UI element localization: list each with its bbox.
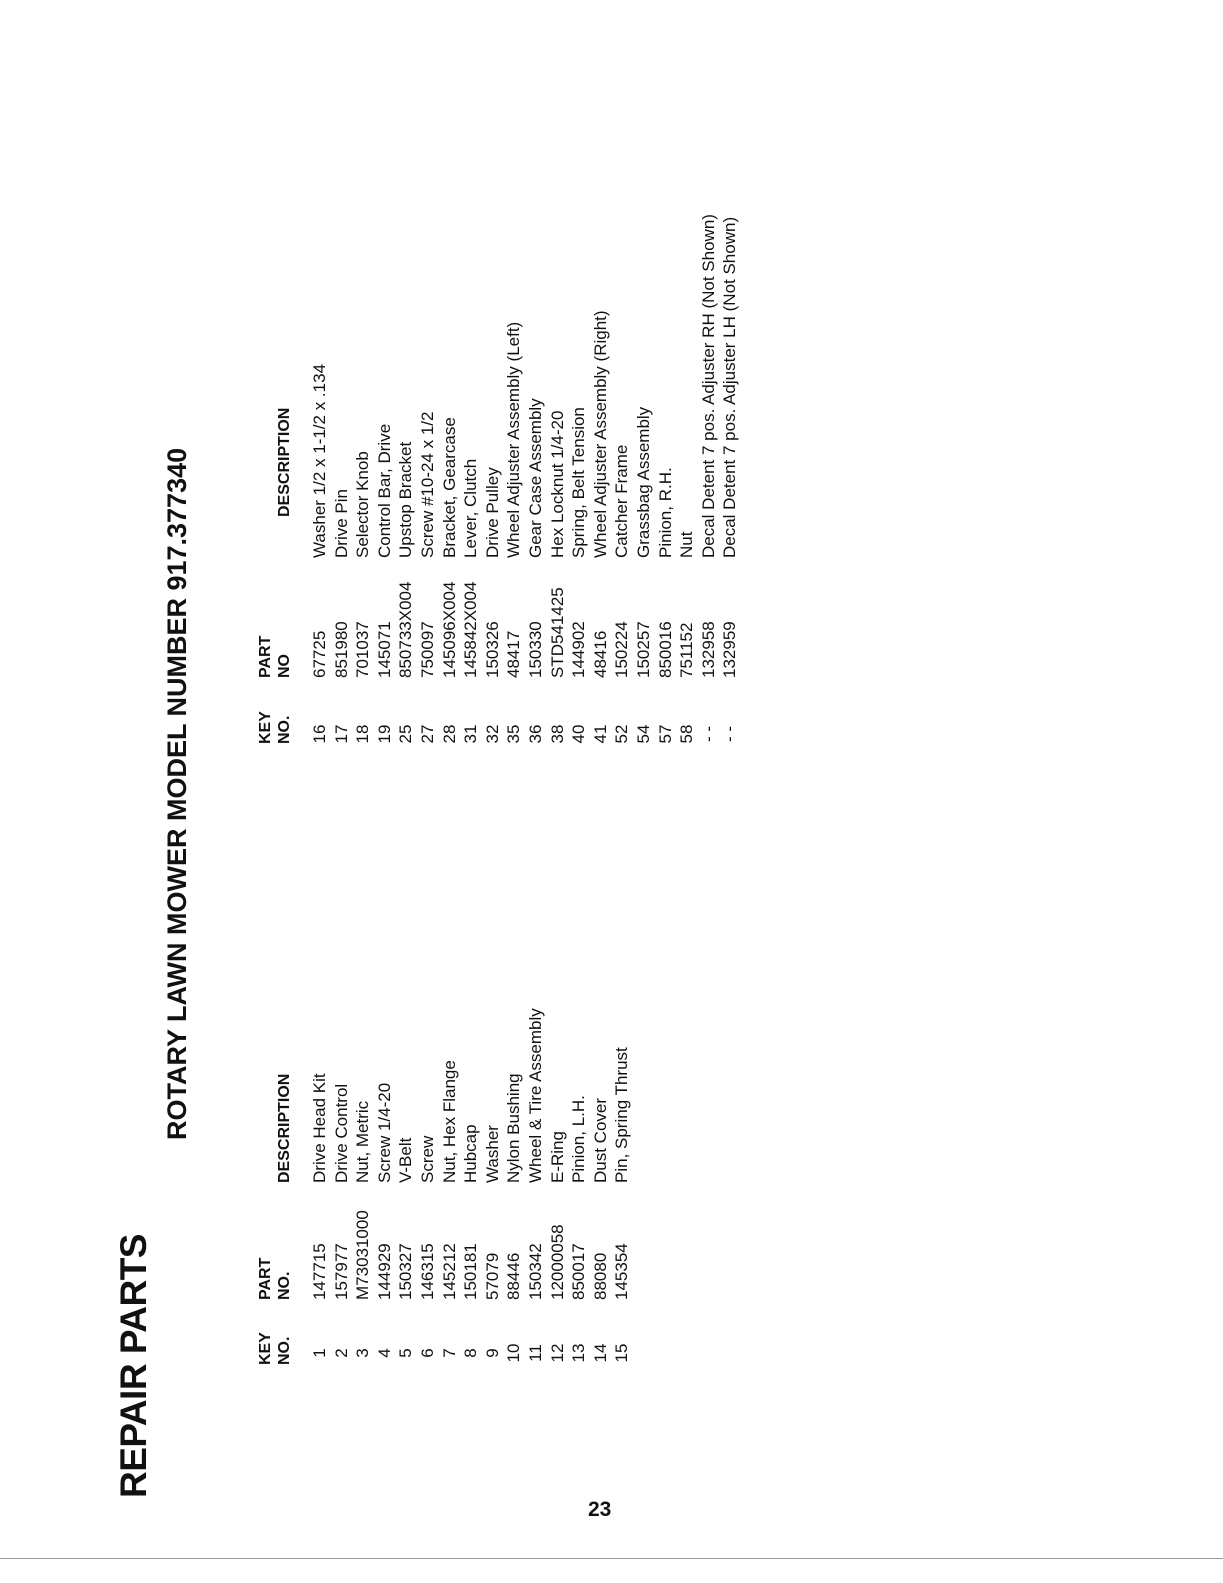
part-number: 851980 (331, 621, 351, 678)
key-number: 13 (569, 1343, 589, 1363)
part-description: Drive Pulley (482, 467, 502, 558)
key-number: 28 (439, 724, 459, 744)
part-description: Nylon Bushing (504, 1073, 524, 1183)
right-part-header: PART NO (257, 635, 293, 678)
part-description: Drive Head Kit (310, 1073, 329, 1183)
part-description: Bracket, Gearcase (439, 417, 459, 558)
key-number: 27 (418, 724, 437, 744)
part-description: Drive Pin (331, 489, 351, 558)
part-number: M73031000 (353, 1210, 373, 1300)
right-key-header: KEY NO. (257, 711, 293, 744)
key-number: 9 (482, 1348, 502, 1358)
key-number: 58 (677, 724, 697, 744)
part-description: Gear Case Assembly (526, 398, 545, 558)
key-number: 18 (353, 724, 373, 744)
key-number: 2 (331, 1348, 351, 1358)
part-description: Control Bar, Drive (374, 423, 394, 558)
key-number: 38 (547, 724, 567, 744)
part-description: Screw #10-24 x 1/2 (418, 411, 437, 558)
part-number: 150326 (482, 621, 502, 678)
part-number: 751152 (677, 622, 697, 678)
part-number: 850733X004 (396, 581, 416, 678)
key-number: 25 (396, 724, 416, 744)
key-number: 40 (569, 724, 589, 744)
part-description: Nut, Hex Flange (439, 1060, 459, 1183)
part-number: 67725 (310, 630, 329, 678)
part-number: 850017 (569, 1243, 589, 1300)
part-number: 701037 (353, 621, 373, 678)
key-number: 36 (526, 724, 545, 744)
part-number: 88080 (590, 1252, 610, 1300)
part-description: Catcher Frame (612, 444, 632, 558)
key-number: - - (698, 725, 718, 743)
key-number: 6 (418, 1348, 437, 1358)
left-description-header: DESCRIPTION (276, 1073, 293, 1183)
key-number: 19 (374, 724, 394, 744)
key-number: 31 (461, 724, 481, 744)
key-number: 52 (612, 724, 632, 744)
part-description: Dust Cover (590, 1097, 610, 1183)
part-description: Screw (418, 1135, 437, 1183)
part-description: Washer 1/2 x 1-1/2 x .134 (310, 363, 329, 558)
part-description: Screw 1/4-20 (374, 1082, 394, 1183)
key-number: 3 (353, 1348, 373, 1358)
part-description: Hex Locknut 1/4-20 (547, 410, 567, 558)
part-description: Wheel Adjuster Assembly (Right) (590, 310, 610, 558)
part-description: V-Belt (396, 1137, 416, 1183)
key-number: 1 (310, 1348, 329, 1358)
page-title: REPAIR PARTS (113, 1234, 154, 1498)
part-number: 750097 (418, 621, 437, 678)
part-number: 132959 (720, 621, 740, 678)
part-number: 48417 (504, 630, 524, 678)
key-number: 17 (331, 724, 351, 744)
part-description: Decal Detent 7 pos. Adjuster RH (Not Shown) (698, 214, 718, 558)
part-description: E-Ring (547, 1131, 567, 1183)
right-description-header: DESCRIPTION (276, 407, 293, 517)
key-number: 10 (504, 1343, 524, 1363)
part-number: 88446 (504, 1252, 524, 1300)
part-description: Pin, Spring Thrust (612, 1047, 632, 1183)
part-number: 57079 (482, 1252, 502, 1300)
part-description: Washer (482, 1125, 502, 1183)
part-number: 144929 (374, 1243, 394, 1300)
part-description: Selector Knob (353, 451, 373, 558)
part-number: 145842X004 (461, 581, 481, 678)
part-description: Pinion, R.H. (655, 467, 675, 558)
part-number: 145071 (374, 621, 394, 678)
key-number: 8 (461, 1348, 481, 1358)
key-number: 35 (504, 724, 524, 744)
part-description: Hubcap (461, 1124, 481, 1183)
part-description: Spring, Belt Tension (569, 407, 589, 558)
part-description: Wheel & Tire Assembly (526, 1008, 545, 1183)
part-description: Nut, Metric (353, 1100, 373, 1183)
part-number: 147715 (310, 1243, 329, 1300)
part-description: Drive Control (331, 1083, 351, 1183)
part-description: Nut (677, 531, 697, 558)
key-number: 12 (547, 1343, 567, 1363)
part-number: 150342 (526, 1243, 545, 1300)
part-number: 132958 (698, 621, 718, 678)
page-number: 23 (588, 1498, 612, 1521)
part-description: Lever, Clutch (461, 458, 481, 558)
key-number: 32 (482, 724, 502, 744)
key-number: 54 (634, 724, 653, 744)
part-number: 145096X004 (439, 581, 459, 678)
part-number: 145354 (612, 1243, 632, 1300)
key-number: 15 (612, 1343, 632, 1363)
part-description: Decal Detent 7 pos. Adjuster LH (Not Shown) (720, 216, 740, 558)
part-number: 144902 (569, 621, 589, 678)
part-number: 150224 (612, 621, 632, 678)
key-number: 14 (590, 1343, 610, 1363)
part-number: 145212 (439, 1243, 459, 1300)
part-number: 150257 (634, 621, 653, 678)
key-number: 5 (396, 1348, 416, 1358)
key-number: 11 (526, 1344, 545, 1362)
model-subtitle: ROTARY LAWN MOWER MODEL NUMBER 917.377340 (162, 447, 192, 1140)
part-number: 150330 (526, 621, 545, 678)
footer-divider (0, 1558, 1223, 1559)
key-number: 16 (310, 724, 329, 744)
part-number: 150327 (396, 1243, 416, 1300)
part-number: 150181 (461, 1243, 481, 1300)
part-number: 48416 (590, 630, 610, 678)
part-description: Pinion, L.H. (569, 1095, 589, 1183)
key-number: 41 (590, 724, 610, 744)
left-part-header: PART NO. (257, 1257, 293, 1300)
key-number: 4 (374, 1348, 394, 1358)
part-number: STD541425 (547, 587, 567, 678)
part-number: 157977 (331, 1243, 351, 1300)
key-number: 57 (655, 724, 675, 744)
part-number: 146315 (418, 1243, 437, 1300)
part-number: 12000058 (547, 1224, 567, 1300)
part-number: 850016 (655, 621, 675, 678)
part-description: Wheel Adjuster Assembly (Left) (504, 321, 524, 558)
left-key-header: KEY NO. (257, 1332, 293, 1365)
part-description: Upstop Bracket (396, 441, 416, 558)
key-number: 7 (439, 1348, 459, 1358)
key-number: - - (720, 725, 740, 743)
part-description: Grassbag Assembly (634, 406, 653, 558)
